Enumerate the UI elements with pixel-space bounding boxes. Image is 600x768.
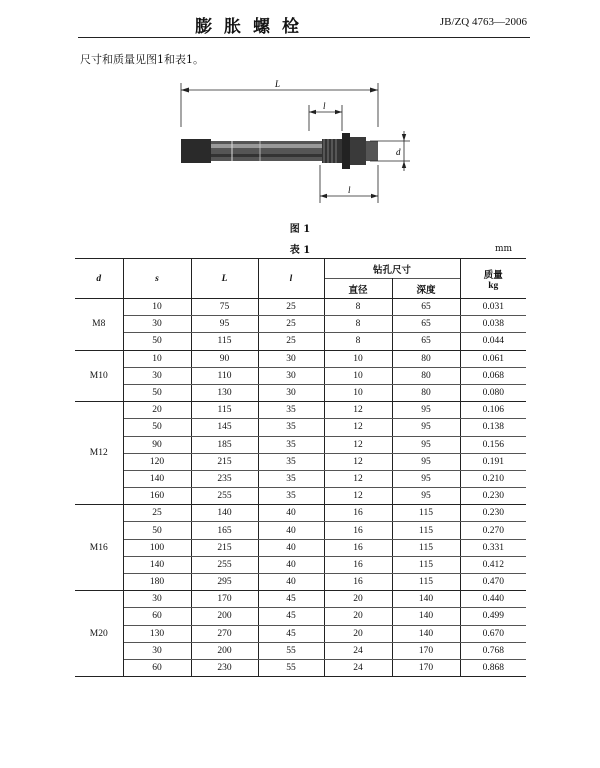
dim-L-label: L bbox=[275, 79, 281, 89]
cell-l: 25 bbox=[258, 316, 324, 333]
dimensions-table bbox=[75, 258, 526, 677]
cell-dia: 8 bbox=[324, 333, 392, 350]
cell-d: M10 bbox=[75, 350, 123, 402]
cell-dia: 16 bbox=[324, 539, 392, 556]
cell-depth: 170 bbox=[392, 659, 460, 676]
cell-l: 55 bbox=[258, 642, 324, 659]
cell-depth: 80 bbox=[392, 367, 460, 384]
standard-number: JB/ZQ 4763—2006 bbox=[439, 16, 527, 28]
cell-d: M20 bbox=[75, 591, 123, 677]
cell-L: 235 bbox=[191, 470, 258, 487]
cell-mass: 0.031 bbox=[460, 299, 526, 316]
table-row bbox=[75, 350, 526, 367]
cell-depth: 115 bbox=[392, 574, 460, 591]
group-m8 bbox=[75, 299, 526, 351]
cell-l: 25 bbox=[258, 333, 324, 350]
cell-l: 35 bbox=[258, 470, 324, 487]
cell-mass: 0.156 bbox=[460, 436, 526, 453]
cell-L: 230 bbox=[191, 659, 258, 676]
cell-dia: 12 bbox=[324, 419, 392, 436]
cell-l: 30 bbox=[258, 367, 324, 384]
cell-l: 25 bbox=[258, 299, 324, 316]
cell-L: 145 bbox=[191, 419, 258, 436]
cell-s: 30 bbox=[123, 367, 191, 384]
table-row bbox=[75, 556, 526, 573]
cell-L: 215 bbox=[191, 453, 258, 470]
cell-mass: 0.061 bbox=[460, 350, 526, 367]
cell-depth: 115 bbox=[392, 539, 460, 556]
cell-dia: 10 bbox=[324, 384, 392, 401]
header-diameter: 直径 bbox=[324, 279, 392, 299]
cell-l: 30 bbox=[258, 384, 324, 401]
cell-depth: 140 bbox=[392, 625, 460, 642]
cell-l: 45 bbox=[258, 591, 324, 608]
header-mass: 质量 kg bbox=[483, 270, 503, 291]
cell-mass: 0.270 bbox=[460, 522, 526, 539]
group-m12 bbox=[75, 402, 526, 505]
cell-depth: 65 bbox=[392, 333, 460, 350]
cell-dia: 8 bbox=[324, 299, 392, 316]
table-row bbox=[75, 522, 526, 539]
cell-mass: 0.068 bbox=[460, 367, 526, 384]
cell-s: 130 bbox=[123, 625, 191, 642]
cell-depth: 170 bbox=[392, 642, 460, 659]
cell-L: 165 bbox=[191, 522, 258, 539]
cell-l: 40 bbox=[258, 574, 324, 591]
cell-l: 30 bbox=[258, 350, 324, 367]
cell-mass: 0.106 bbox=[460, 402, 526, 419]
expansion-bolt-drawing bbox=[170, 75, 430, 210]
cell-mass: 0.080 bbox=[482, 388, 504, 399]
cell-dia: 16 bbox=[324, 505, 392, 522]
cell-d: M12 bbox=[75, 402, 123, 505]
cell-l: 35 bbox=[258, 453, 324, 470]
cell-L: 295 bbox=[191, 574, 258, 591]
cell-s: 60 bbox=[123, 659, 191, 676]
cell-L: 170 bbox=[191, 591, 258, 608]
table-row bbox=[75, 367, 526, 384]
cell-dia: 20 bbox=[324, 591, 392, 608]
header-L: L bbox=[191, 259, 258, 299]
header-hole-size: 钻孔尺寸 bbox=[324, 259, 460, 279]
table-row bbox=[75, 642, 526, 659]
cell-mass: 0.470 bbox=[482, 577, 504, 588]
cell-l: 40 bbox=[258, 556, 324, 573]
cell-L: 95 bbox=[191, 316, 258, 333]
header-s: s bbox=[123, 259, 191, 299]
intro-text: 尺寸和质量见图1和表1。 bbox=[80, 53, 204, 66]
table-row bbox=[75, 488, 526, 505]
cell-s: 180 bbox=[123, 574, 191, 591]
cell-L: 140 bbox=[191, 505, 258, 522]
cell-L: 215 bbox=[191, 539, 258, 556]
table-row bbox=[75, 574, 526, 591]
cell-dia: 24 bbox=[324, 659, 392, 676]
cell-mass: 0.038 bbox=[460, 316, 526, 333]
cell-depth: 80 bbox=[392, 350, 460, 367]
cell-dia: 20 bbox=[324, 608, 392, 625]
cell-d: M16 bbox=[75, 505, 123, 591]
cell-mass: 0.499 bbox=[460, 608, 526, 625]
cell-l: 35 bbox=[258, 436, 324, 453]
table-row bbox=[75, 333, 526, 350]
cell-l: 35 bbox=[258, 419, 324, 436]
cell-depth: 95 bbox=[392, 488, 460, 505]
cell-depth: 65 bbox=[392, 299, 460, 316]
figure-caption: 图 1 bbox=[289, 224, 311, 235]
cell-dia: 16 bbox=[324, 556, 392, 573]
cell-mass: 0.768 bbox=[460, 642, 526, 659]
cell-L: 200 bbox=[191, 642, 258, 659]
cell-depth: 140 bbox=[392, 591, 460, 608]
table-row bbox=[75, 453, 526, 470]
cell-s: 120 bbox=[123, 453, 191, 470]
cell-s: 140 bbox=[123, 470, 191, 487]
cell-depth: 140 bbox=[392, 608, 460, 625]
table-row bbox=[75, 539, 526, 556]
group-m20 bbox=[75, 591, 526, 677]
cell-mass: 0.331 bbox=[460, 539, 526, 556]
cell-l: 35 bbox=[258, 402, 324, 419]
cell-s: 25 bbox=[123, 505, 191, 522]
cell-dia: 12 bbox=[324, 453, 392, 470]
cell-depth: 65 bbox=[392, 316, 460, 333]
table-row bbox=[75, 419, 526, 436]
cell-mass: 0.210 bbox=[460, 470, 526, 487]
page-title: 膨胀螺栓 bbox=[195, 17, 311, 37]
cell-s: 10 bbox=[123, 350, 191, 367]
cell-l: 45 bbox=[258, 625, 324, 642]
cell-s: 30 bbox=[123, 591, 191, 608]
cell-depth: 115 bbox=[392, 505, 460, 522]
cell-L: 75 bbox=[191, 299, 258, 316]
cell-s: 50 bbox=[123, 522, 191, 539]
cell-mass: 0.230 bbox=[460, 505, 526, 522]
cell-d: M8 bbox=[75, 299, 123, 351]
cell-mass: 0.670 bbox=[460, 625, 526, 642]
table-row bbox=[75, 505, 526, 522]
cell-L: 110 bbox=[191, 367, 258, 384]
cell-l: 40 bbox=[258, 505, 324, 522]
cell-depth: 115 bbox=[392, 556, 460, 573]
cell-depth: 95 bbox=[392, 453, 460, 470]
cell-dia: 16 bbox=[324, 574, 392, 591]
table-row bbox=[75, 402, 526, 419]
table-row bbox=[75, 591, 526, 608]
cell-l: 45 bbox=[258, 608, 324, 625]
cell-L: 90 bbox=[191, 350, 258, 367]
cell-L: 270 bbox=[191, 625, 258, 642]
header-l: l bbox=[258, 259, 324, 299]
cell-s: 20 bbox=[123, 402, 191, 419]
table-row bbox=[75, 608, 526, 625]
header-depth: 深度 bbox=[392, 279, 460, 299]
cell-mass: 0.191 bbox=[460, 453, 526, 470]
cell-depth: 80 bbox=[392, 384, 460, 401]
group-m10 bbox=[75, 350, 526, 402]
cell-dia: 12 bbox=[324, 436, 392, 453]
cell-dia: 10 bbox=[324, 367, 392, 384]
cell-s: 90 bbox=[123, 436, 191, 453]
cell-s: 50 bbox=[123, 384, 191, 401]
cell-L: 115 bbox=[191, 333, 258, 350]
cell-s: 50 bbox=[123, 419, 191, 436]
cell-l: 40 bbox=[258, 522, 324, 539]
cell-L: 185 bbox=[191, 436, 258, 453]
cell-dia: 20 bbox=[324, 625, 392, 642]
cell-s: 10 bbox=[123, 299, 191, 316]
dim-l-lower-label: l bbox=[348, 185, 351, 195]
dim-d-label: d bbox=[396, 147, 401, 157]
cell-dia: 12 bbox=[324, 488, 392, 505]
header-rule bbox=[78, 37, 530, 38]
cell-depth: 95 bbox=[392, 436, 460, 453]
cell-depth: 95 bbox=[392, 419, 460, 436]
cell-dia: 24 bbox=[324, 642, 392, 659]
table-unit: mm bbox=[495, 244, 513, 254]
cell-L: 130 bbox=[191, 384, 258, 401]
cell-dia: 16 bbox=[324, 522, 392, 539]
table-row bbox=[75, 299, 526, 316]
cell-s: 60 bbox=[123, 608, 191, 625]
cell-s: 100 bbox=[123, 539, 191, 556]
cell-L: 115 bbox=[191, 402, 258, 419]
cell-mass: 0.868 bbox=[482, 663, 504, 674]
cell-depth: 95 bbox=[392, 470, 460, 487]
cell-l: 35 bbox=[258, 488, 324, 505]
cell-s: 30 bbox=[123, 642, 191, 659]
cell-depth: 115 bbox=[392, 522, 460, 539]
table-row bbox=[75, 470, 526, 487]
cell-l: 40 bbox=[258, 539, 324, 556]
cell-dia: 10 bbox=[324, 350, 392, 367]
table-row bbox=[75, 659, 526, 676]
cell-L: 255 bbox=[191, 488, 258, 505]
cell-s: 50 bbox=[123, 333, 191, 350]
cell-depth: 95 bbox=[392, 402, 460, 419]
dim-l-upper-label: l bbox=[323, 101, 326, 111]
cell-mass: 0.044 bbox=[482, 336, 504, 347]
table-row bbox=[75, 384, 526, 401]
cell-s: 30 bbox=[123, 316, 191, 333]
table-caption: 表 1 bbox=[289, 245, 311, 256]
group-m16 bbox=[75, 505, 526, 591]
table-row bbox=[75, 436, 526, 453]
table-row bbox=[75, 625, 526, 642]
header-d: d bbox=[75, 259, 123, 299]
cell-s: 160 bbox=[123, 488, 191, 505]
cell-L: 200 bbox=[191, 608, 258, 625]
cell-mass: 0.138 bbox=[460, 419, 526, 436]
cell-L: 255 bbox=[191, 556, 258, 573]
table-row bbox=[75, 316, 526, 333]
cell-mass: 0.412 bbox=[460, 556, 526, 573]
cell-dia: 12 bbox=[324, 402, 392, 419]
cell-dia: 12 bbox=[324, 470, 392, 487]
cell-s: 140 bbox=[123, 556, 191, 573]
cell-mass: 0.230 bbox=[482, 491, 504, 502]
cell-mass: 0.440 bbox=[460, 591, 526, 608]
cell-l: 55 bbox=[258, 659, 324, 676]
cell-dia: 8 bbox=[324, 316, 392, 333]
